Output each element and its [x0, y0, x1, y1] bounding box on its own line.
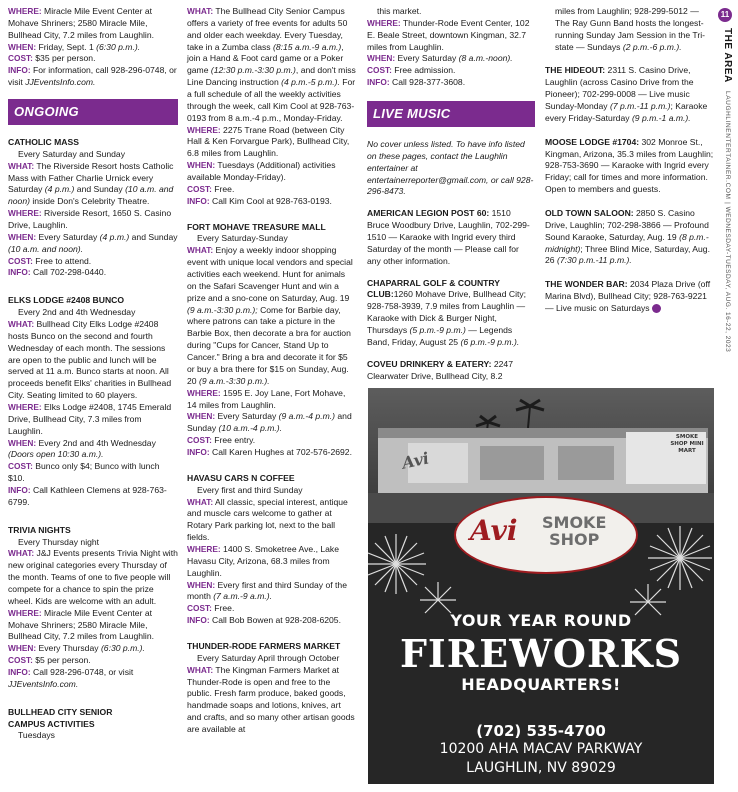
listing-farmers-market: THUNDER-RODE FARMERS MARKET Every Saturday April through October WHAT: The Kingman Farmers Market at Thunder-Rode is open and free to the public. Fresh farm produce, baked goods, handmade soaps and lotions, knives, art and crafts, and so many other artisan goods are available at	[187, 641, 357, 736]
building-script-sign: Avi	[400, 448, 431, 473]
listing-senior-campus-cont: WHAT: The Bullhead City Senior Campus offers a variety of free events for adults 50 and older each weekday. Every Tuesday, take in a Zumba class (8:15 a.m.-9 a.m.), join a Hand & Foot card game or a Poker game (12:30 p.m.-3:30 p.m.), and don't miss Line Dancing instruction (4 p.m.-5 p.m.). For a full schedule of all the weekly activities through the week, call Kim Cool at 928-763-0193 from 8 a.m.-4 p.m., Monday-Friday. WHERE: 2275 Trane Road (between City Hall & Ken Forvargue Park), Bullhead City, 6.8 miles from Laughlin. WHEN: Tuesdays (Additional) activities available Monday-Friday). COST: Free. INFO: Call Kim Cool at 928-763-0193.	[187, 6, 356, 206]
logo-text: SMOKE SHOP	[542, 513, 607, 549]
listing-havasu-cars: HAVASU CARS N COFFEE Every first and third Sunday WHAT: All classic, special interest, antique and muscle cars welcome to gather at Rotary Park parking lot, next to the ball fields. WHERE: 1400 S. Smoketree Ave., Lake Havasu City, Arizona, 68.3 miles from Laughlin. WHEN: Every first and third Sunday of the month (7 a.m.-9 a.m.). COST: Free. INFO: Call Bob Bowen at 928-208-6205.	[187, 473, 357, 627]
page-number-badge: 11	[718, 8, 732, 22]
column-1	[8, 6, 178, 742]
bar-moose-lodge: MOOSE LODGE #1704: 302 Monroe St., Kingman, Arizona, 35.3 miles from Laughlin; 928-753-3690 — Karaoke with Ingrid every Friday; call for times and more information. Open to members and guests.	[545, 136, 714, 195]
listing-schedule: Every Saturday and Sunday	[18, 148, 126, 159]
listing-farmers-market-cont: this market. WHERE: Thunder-Rode Event Center, 102 E. Beale Street, downtown Kingman, 32.7 miles from Laughlin. WHEN: Every Saturday (8 a.m.-noon). COST: Free admission. INFO: Call 928-377-3608.	[367, 6, 530, 88]
listing-schedule: Every Saturday-Sunday	[197, 233, 288, 244]
label: WHERE:	[8, 6, 42, 16]
bar-old-town-saloon: OLD TOWN SALOON: 2850 S. Casino Drive, Laughlin; 702-298-3866 — Profound Sound Karaoke, Saturday, Aug. 19 (8 p.m.-midnight); Three Blind Mice, Saturday, Aug. 26 (7:30 p.m.-11 p.m.).	[545, 208, 710, 266]
bar-american-legion: AMERICAN LEGION POST 60: 1510 Bruce Woodbury Drive, Laughlin, 702-299-1510 — Karaoke with Ingrid every third Saturday of the month — Please call for any other information.	[367, 208, 530, 266]
ad-tagline: YOUR YEAR ROUND	[450, 611, 632, 630]
ad-address-city: LAUGHLIN, NV 89029	[466, 760, 616, 776]
listing-schedule: Every Thursday night	[18, 536, 100, 547]
advertisement-smoke-shop[interactable]	[368, 388, 714, 784]
column-3	[367, 6, 535, 382]
ad-subheadline: HEADQUARTERS!	[461, 675, 621, 694]
bar-coveu: COVEU DRINKERY & EATERY: 2247 Clearwater Drive, Bullhead City, 8.2	[367, 358, 513, 381]
listing-title: ELKS LODGE #2408 BUNCO	[8, 295, 125, 306]
listing-fort-mohave: FORT MOHAVE TREASURE MALL Every Saturday-Sunday WHAT: Enjoy a weekly indoor shopping event with unique local vendors and special activities each weekend. Hunt for animals on the Safari Scavenger Hunt and win a prize and a sno-cone on Saturday, Aug. 19 (9 a.m.-3:30 p.m.); Come for Barbie day, where patrons can take a picture in the Barbie Box, then decorate a bra for auction during "Cups for Cancer, Stand Up to Cancer." Bring a bra and decorate it for $5 or buy a bra there for $15 on Sunday, Aug. 20 (9 a.m.-3:30 p.m.). WHERE: 1595 E. Joy Lane, Fort Mohave, 14 miles from Laughlin. WHEN: Every Saturday (9 a.m.-4 p.m.) and Sunday (10 a.m.-4 p.m.). COST: Free entry. INFO: Call Karen Hughes at 702-576-2692.	[187, 222, 357, 459]
column-4	[545, 6, 715, 315]
listing-schedule: Every 2nd and 4th Wednesday	[18, 307, 136, 318]
ad-phone[interactable]: (702) 535-4700	[476, 722, 606, 740]
listing-title: CATHOLIC MASS	[8, 136, 79, 147]
logo-script: Avi	[470, 514, 518, 547]
listing-catholic-mass: CATHOLIC MASS Every Saturday and Sunday WHAT: The Riverside Resort hosts Catholic Mass with Father Charlie Urnick every Saturday (4 p.m.) and Sunday (10 a.m. and noon) inside Don's Celebrity Theatre. WHERE: Riverside Resort, 1650 S. Casino Drive, Laughlin. WHEN: Every Saturday (4 p.m.) and Sunday (10 a.m. and noon). COST: Free to attend. INFO: Call 702-298-0440.	[8, 136, 178, 278]
bar-hideout: THE HIDEOUT: 2311 S. Casino Drive, Laughlin (across Casino Drive from the Pioneer); 702-299-0008 — Live music Sunday-Monday (7 p.m.-11 p.m.); Karaoke every Friday-Saturday (9 p.m.-1 a.m.).	[545, 65, 708, 123]
listing-elks-bunco: ELKS LODGE #2408 BUNCO Every 2nd and 4th Wednesday WHAT: Bullhead City Elks Lodge #2408 hosts Bunco on the second and fourth Wednesday of each month. The sessions are open to the public and lunch will be served at 11 a.m. Bunco starts at noon. All proceeds benefit Elks' charities in Bullhead City. Seating limited to 60 players. WHERE: Elks Lodge #2408, 1745 Emerald Drive, Bullhead City, 7.3 miles from Laughlin. WHEN: Every 2nd and 4th Wednesday (Doors open 10:30 a.m.). COST: Bunco only $4; Bunco with lunch $10. INFO: Call Kathleen Clemens at 928-763-6799.	[8, 295, 178, 508]
listing-title-2: CAMPUS ACTIVITIES	[8, 718, 95, 729]
listing-info: INFO: For information, call 928-296-0748, or visit JJEventsInfo.com.	[8, 65, 177, 88]
listing-schedule: Tuesdays	[18, 730, 55, 741]
listing-schedule: Every Saturday April through October	[197, 652, 340, 663]
end-mark-icon	[652, 304, 661, 313]
running-head	[720, 28, 734, 352]
listing-title: BULLHEAD CITY SENIOR	[8, 706, 113, 717]
site-url: LAUGHLINENTERTAINER.COM	[724, 91, 731, 200]
ad-headline: FIREWORKS	[399, 631, 683, 676]
bar-chaparral: CHAPARRAL GOLF & COUNTRY CLUB:1260 Mohave Drive, Bullhead City; 928-758-3939, 7.9 miles from Laughlin — Karaoke with Dick & Burger Night, Thursdays (5 p.m.-9 p.m.) — Legends Band, Friday, August 25 (6 p.m.-9 p.m.).	[367, 277, 527, 347]
section-banner-ongoing: ONGOING	[8, 99, 178, 125]
listing-title: HAVASU CARS N COFFEE	[187, 472, 295, 483]
listing-senior-campus	[8, 707, 178, 743]
section-title: THE AREA	[722, 28, 733, 83]
section-banner-live-music: LIVE MUSIC	[367, 101, 535, 127]
listing-where: WHERE: Miracle Mile Event Center at Mohave Shriners; 2580 Miracle Mile, Bullhead City, 7.2 miles from Laughlin.	[8, 6, 155, 40]
smoke-shop-logo	[454, 496, 638, 574]
listing-title: THUNDER-RODE FARMERS MARKET	[187, 640, 341, 651]
listing-when: WHEN: Friday, Sept. 1 (6:30 p.m.).	[8, 41, 141, 52]
divider: |	[724, 202, 731, 205]
listing-cost: COST: $35 per person.	[8, 53, 96, 64]
ad-address-street: 10200 AHA MACAV PARKWAY	[439, 741, 643, 757]
building-sign: SMOKE SHOP MINI MART	[670, 434, 704, 454]
page-side-strip	[714, 0, 738, 792]
issue-date: WEDNESDAY-TUESDAY, AUG. 16-22, 2023	[724, 206, 731, 353]
live-music-intro: No cover unless listed. To have info listed on these pages, contact the Laughlin entertainer at entertainerreporter@gmail.com, or call 928-296-8473.	[367, 138, 534, 197]
bar-coveu-cont: miles from Laughlin; 928-299-5012 — The Ray Gunn Band hosts the longest-running Sunday Jam Session in the Tri-state — Sundays (2 p.m.-6 p.m.).	[555, 6, 705, 52]
bar-wonder-bar: THE WONDER BAR: 2034 Plaza Drive (off Marina Blvd), Bullhead City; 928-763-9221 — Live music on Saturdays	[545, 279, 711, 314]
listing-title: FORT MOHAVE TREASURE MALL	[187, 221, 326, 232]
listing-title: TRIVIA NIGHTS	[8, 524, 71, 535]
column-2	[187, 6, 357, 736]
listing-schedule: Every first and third Sunday	[197, 484, 303, 495]
listing-trivia: TRIVIA NIGHTS Every Thursday night WHAT: J&J Events presents Trivia Night with new original categories every Thursday of the month. Teams of one to five people will compete for a chance to spin the prize wheel. Kids are welcome with an adult. WHERE: Miracle Mile Event Center at Mohave Shriners; 2580 Miracle Mile, Bullhead City, 7.2 miles from Laughlin. WHEN: Every Thursday (6:30 p.m.). COST: $5 per person. INFO: Call 928-296-0748, or visit JJEventsInfo.com.	[8, 524, 178, 689]
